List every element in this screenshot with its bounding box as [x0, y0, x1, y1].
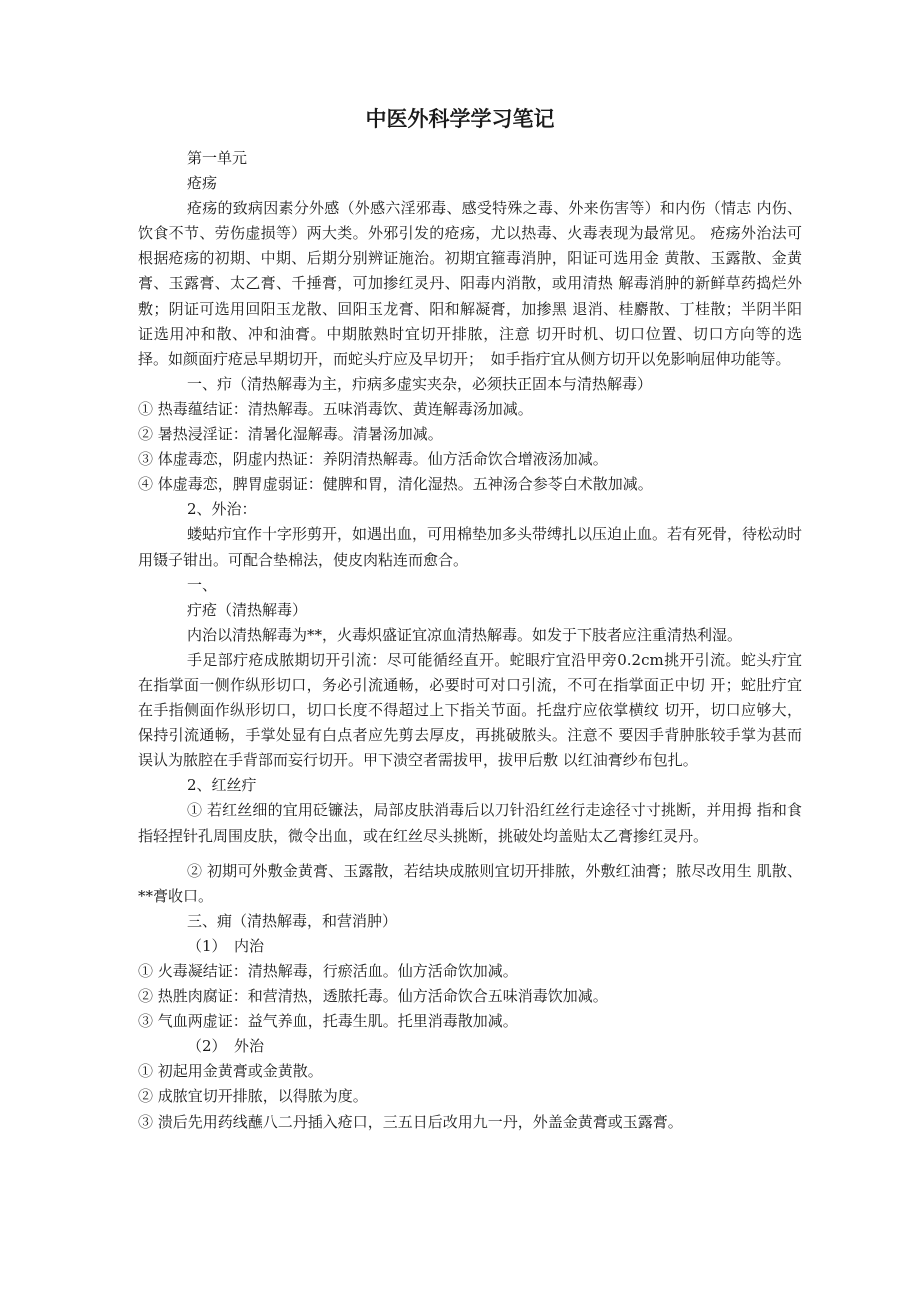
subheading-internal: （1） 内治 [187, 936, 265, 955]
section-heading-furuncle: 疔疮（清热解毒） [187, 600, 308, 619]
boil-external-paragraph: 蝼蛄疖宜作十字形剪开，如遇出血，可用棉垫加多头带缚扎以压迫止血。若有死骨，待松动时用镊子钳出。可配合垫棉法，使皮肉粘连而愈合。 [138, 525, 803, 569]
list-item: ① 初起用金黄膏或金黄散。 [138, 1062, 323, 1081]
list-item: ① 热毒蕴结证：清热解毒。五味消毒饮、黄连解毒汤加减。 [138, 399, 533, 418]
subheading-external-treatment: 2、外治： [187, 500, 257, 519]
list-item: ③ 体虚毒恋，阴虚内热证：养阴清热解毒。仙方活命饮合增液汤加减。 [138, 450, 608, 469]
section-heading-sores: 疮疡 [187, 174, 218, 193]
list-item: ② 成脓宜切开排脓，以得脓为度。 [138, 1087, 368, 1106]
list-item: ② 热胜肉腐证：和营清热，透脓托毒。仙方活命饮合五味消毒饮加减。 [138, 987, 608, 1006]
list-item: ① 若红丝细的宜用砭镰法，局部皮肤消毒后以刀针沿红丝行走途径寸寸挑断，并用拇 指和食指轻捏针孔周围皮肤，微令出血，或在红丝尽头挑断，挑破处均盖贴太乙膏掺红灵丹。 [138, 801, 802, 845]
section-heading-carbuncle: 三、痈（清热解毒，和营消肿） [187, 911, 398, 930]
stray-heading: 一、 [187, 575, 218, 594]
list-item: ① 火毒凝结证：清热解毒，行瘀活血。仙方活命饮加减。 [138, 962, 518, 980]
sores-overview-paragraph: 疮疡的致病因素分外感（外感六淫邪毒、感受特殊之毒、外来伤害等）和内伤（情志 内伤、饮食不节、劳伤虚损等）两大类。外邪引发的疮疡，尤以热毒、火毒表现为最常见。 疮疡外治法可根据疮疡的初期、中期、后期分别辨证施治。初期宜箍毒消肿，阳证可选用金 黄散、玉露散、金黄膏、玉露膏、太乙膏、千捶膏，可加掺红灵丹、阳毒内消散，或用清热 解毒消肿的新鲜草药捣烂外敷；阴证可选用回阳玉龙散、回阳玉龙膏、阳和解凝膏，加掺黑 退消、桂麝散、丁桂散；半阴半阳证选用冲和散、冲和油膏。中期脓熟时宜切开排脓，注意 切开时机、切口位置、切口方向等的选择。如颜面疔疮忌早期切开，而蛇头疔应及早切开； 如手指疔宜从侧方切开以免影响屈伸功能等。 [138, 199, 802, 368]
list-item: ④ 体虚毒恋，脾胃虚弱证：健脾和胃，清化湿热。五神汤合参苓白术散加减。 [138, 475, 653, 494]
document-body [138, 146, 802, 1135]
section-heading-boil: 一、疖（清热解毒为主，疖病多虚实夹杂，必须扶正固本与清热解毒） [187, 374, 653, 393]
page-title: 中医外科学学习笔记 [365, 107, 555, 131]
list-item: ② 暑热浸淫证：清暑化湿解毒。清暑汤加减。 [138, 425, 443, 444]
list-item: ③ 溃后先用药线蘸八二丹插入疮口，三五日后改用九一丹，外盖金黄膏或玉露膏。 [138, 1112, 683, 1131]
list-item: ③ 气血两虚证：益气养血，托毒生肌。托里消毒散加减。 [138, 1012, 518, 1031]
furuncle-incision-paragraph: 手足部疔疮成脓期切开引流：尽可能循经直开。蛇眼疔宜沿甲旁0.2cm挑开引流。蛇头疔宜在指掌面一侧作纵形切口，务必引流通畅，必要时可对口引流，不可在指掌面正中切 开；蛇肚疔宜在手指侧面作纵形切口，切口长度不得超过上下指关节面。托盘疔应依掌横纹 切开，切口应够大，保持引流通畅，手掌处显有白点者应先剪去厚皮，再挑破脓头。注意不 要因手背肿胀较手掌为甚而误认为脓腔在手背部而妄行切开。甲下溃空者需拔甲，拔甲后敷 以红油膏纱布包扎。 [138, 650, 802, 770]
list-item: ② 初期可外敷金黄膏、玉露散，若结块成脓则宜切开排脓，外敷红油膏；脓尽改用生 肌散、**膏收口。 [138, 861, 802, 905]
subheading-external: （2） 外治 [187, 1037, 265, 1056]
unit-heading: 第一单元 [187, 149, 248, 167]
furuncle-internal-paragraph: 内治以清热解毒为**，火毒炽盛证宜凉血清热解毒。如发于下肢者应注重清热利湿。 [187, 625, 743, 644]
subheading-red-streak: 2、红丝疔 [187, 776, 257, 795]
